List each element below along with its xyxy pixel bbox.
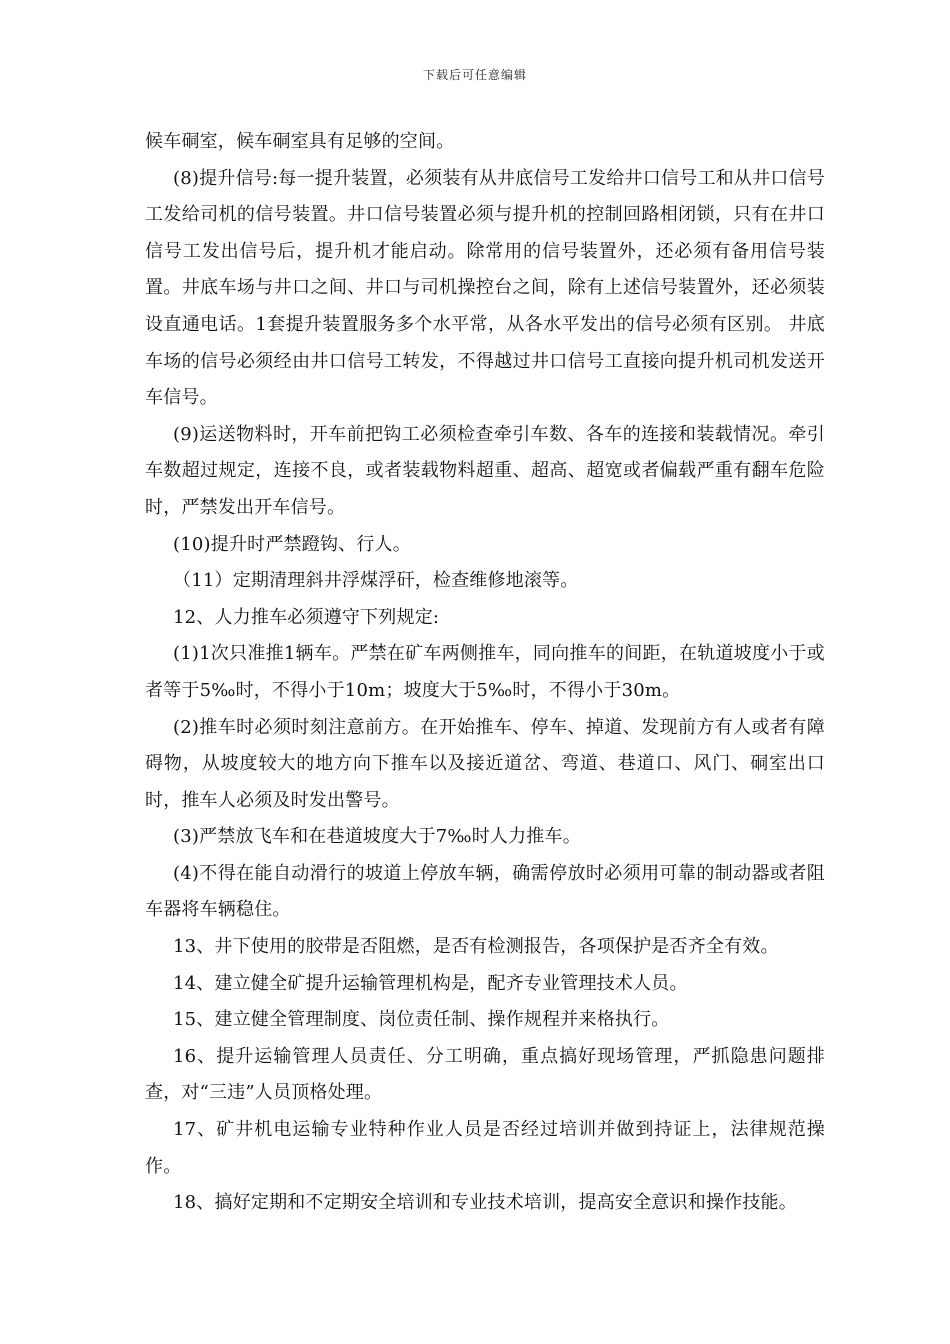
paragraph: 12、人力推车必须遵守下列规定: (173, 606, 440, 628)
paragraph: (1)1次只准推1辆车。严禁在矿车两侧推车，同向推车的间距，在轨道坡度小于或者等于5‰时，不得小于10m；坡度大于5‰时，不得小于30m。 (145, 643, 825, 701)
paragraph: 17、矿井机电运输专业特种作业人员是否经过培训并做到持证上，法律规范操作。 (145, 1119, 825, 1177)
paragraph: 16、提升运输管理人员责任、分工明确，重点搞好现场管理，严抓隐患问题排查，对“三违”人员顶格处理。 (145, 1045, 825, 1104)
document-body (145, 124, 825, 1222)
paragraph: 14、建立健全矿提升运输管理机构是，配齐专业管理技术人员。 (173, 972, 688, 994)
paragraph: (8)提升信号:每一提升装置，必须装有从井底信号工发给井口信号工和从井口信号工发给司机的信号装置。井口信号装置必须与提升机的控制回路相闭锁，只有在井口信号工发出信号后，提升机才能启动。除常用的信号装置外，还必须有备用信号装置。井底车场与井口之间、井口与司机操控台之间，除有上述信号装置外，还必须装设直通电话。1套提升装置服务多个水平常，从各水平发出的信号必须有区别。 井底车场的信号必须经由井口信号工转发，不得越过井口信号工直接向提升机司机发送开车信号。 (145, 167, 825, 409)
paragraph: 13、井下使用的胶带是否阻燃，是否有检测报告，各项保护是否齐全有效。 (173, 936, 779, 958)
paragraph: （11）定期清理斜井浮煤浮矸，检查维修地滚等。 (173, 570, 579, 592)
paragraph: 候车硐室，候车硐室具有足够的空间。 (145, 131, 455, 152)
paragraph: (9)运送物料时，开车前把钩工必须检查牵引车数、各车的连接和装载情况。牵引车数超过规定，连接不良，或者装载物料超重、超高、超宽或者偏载严重有翻车危险时，严禁发出开车信号。 (145, 423, 825, 518)
paragraph: (3)严禁放飞车和在巷道坡度大于7‰时人力推车。 (173, 826, 581, 848)
paragraph: 18、搞好定期和不定期安全培训和专业技术培训，提高安全意识和操作技能。 (173, 1192, 797, 1214)
paragraph: (4)不得在能自动滑行的坡道上停放车辆，确需停放时必须用可靠的制动器或者阻车器将车辆稳住。 (145, 862, 825, 921)
paragraph: (2)推车时必须时刻注意前方。在开始推车、停车、掉道、发现前方有人或者有障碍物，从坡度较大的地方向下推车以及接近道岔、弯道、巷道口、风门、硐室出口时，推车人必须及时发出警号。 (145, 716, 825, 811)
paragraph: (10)提升时严禁蹬钩、行人。 (173, 533, 411, 555)
page-header: 下载后可任意编辑 (422, 68, 527, 82)
paragraph: 15、建立健全管理制度、岗位责任制、操作规程并来格执行。 (173, 1009, 670, 1031)
